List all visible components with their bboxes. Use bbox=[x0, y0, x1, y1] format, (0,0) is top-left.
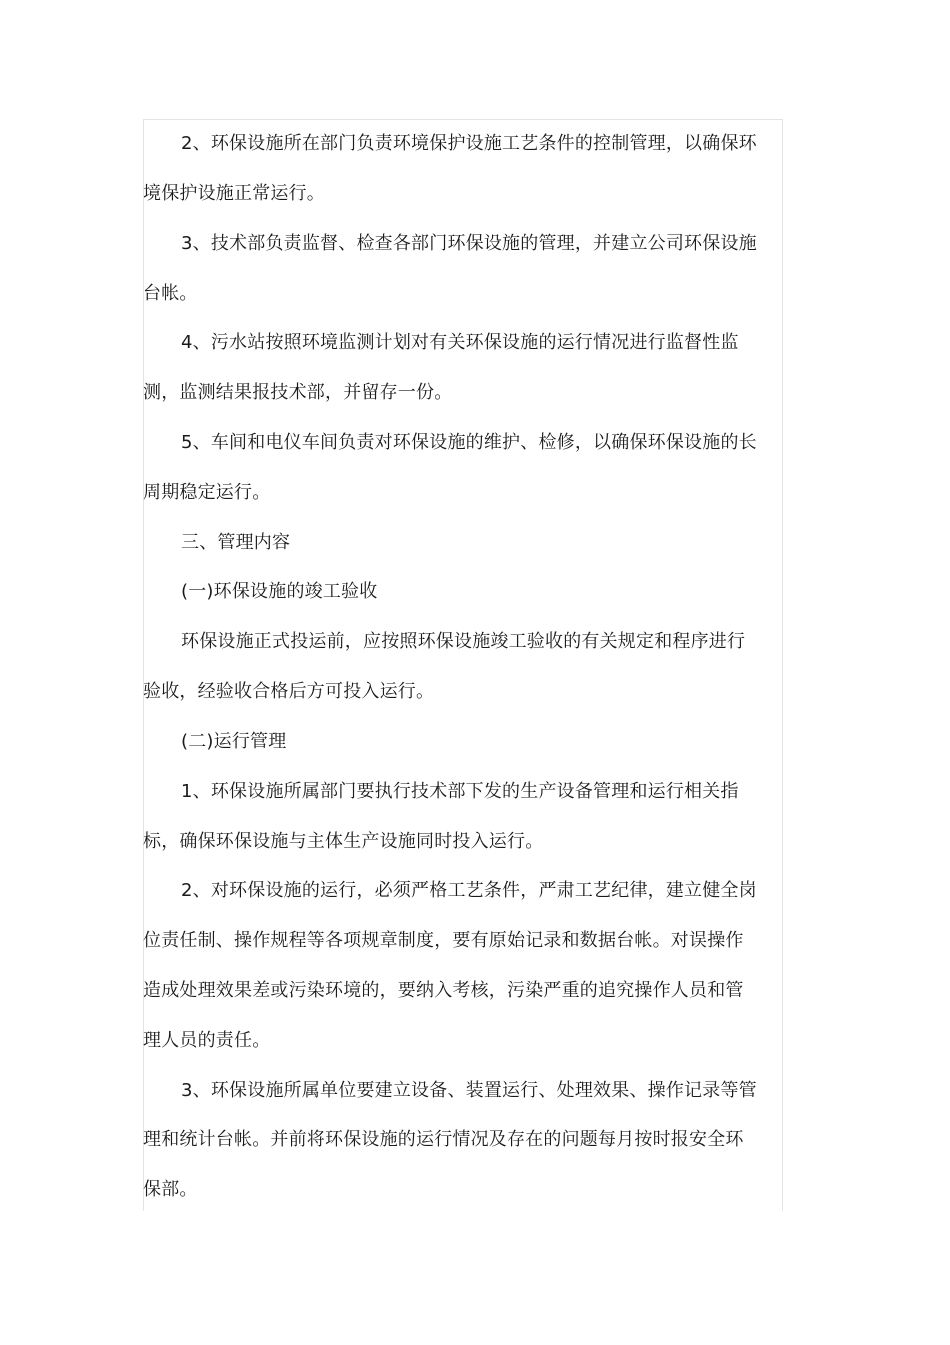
paragraph-line: 2、环保设施所在部门负责环境保护设施工艺条件的控制管理，以确保环 bbox=[181, 133, 757, 154]
paragraph-line: 境保护设施正常运行。 bbox=[143, 183, 325, 204]
section-heading: 三、管理内容 bbox=[181, 532, 291, 553]
paragraph-line: 位责任制、操作规程等各项规章制度，要有原始记录和数据台帐。对误操作 bbox=[143, 930, 744, 951]
paragraph-line: 4、污水站按照环境监测计划对有关环保设施的运行情况进行监督性监 bbox=[181, 332, 739, 353]
subsection-heading: (二)运行管理 bbox=[181, 731, 287, 752]
paragraph-line: 周期稳定运行。 bbox=[143, 482, 271, 503]
paragraph-line: 2、对环保设施的运行，必须严格工艺条件，严肃工艺纪律，建立健全岗 bbox=[181, 880, 757, 901]
paragraph-line: 造成处理效果差或污染环境的，要纳入考核，污染严重的追究操作人员和管 bbox=[143, 980, 744, 1001]
paragraph-line: 理和统计台帐。并前将环保设施的运行情况及存在的问题每月按时报安全环 bbox=[143, 1129, 744, 1150]
paragraph-line: 环保设施正式投运前，应按照环保设施竣工验收的有关规定和程序进行 bbox=[181, 631, 746, 652]
paragraph-line: 标，确保环保设施与主体生产设施同时投入运行。 bbox=[143, 831, 544, 852]
paragraph-line: 验收，经验收合格后方可投入运行。 bbox=[143, 681, 435, 702]
subsection-heading: (一)环保设施的竣工验收 bbox=[181, 581, 378, 602]
paragraph-line: 保部。 bbox=[143, 1179, 198, 1200]
paragraph-line: 3、技术部负责监督、检查各部门环保设施的管理，并建立公司环保设施 bbox=[181, 233, 757, 254]
paragraph-line: 测，监测结果报技术部，并留存一份。 bbox=[143, 382, 453, 403]
paragraph-line: 理人员的责任。 bbox=[143, 1030, 271, 1051]
paragraph-line: 3、环保设施所属单位要建立设备、装置运行、处理效果、操作记录等管 bbox=[181, 1080, 757, 1101]
paragraph-line: 1、环保设施所属部门要执行技术部下发的生产设备管理和运行相关指 bbox=[181, 781, 739, 802]
paragraph-line: 5、车间和电仪车间负责对环保设施的维护、检修，以确保环保设施的长 bbox=[181, 432, 757, 453]
paragraph-line: 台帐。 bbox=[143, 283, 198, 304]
